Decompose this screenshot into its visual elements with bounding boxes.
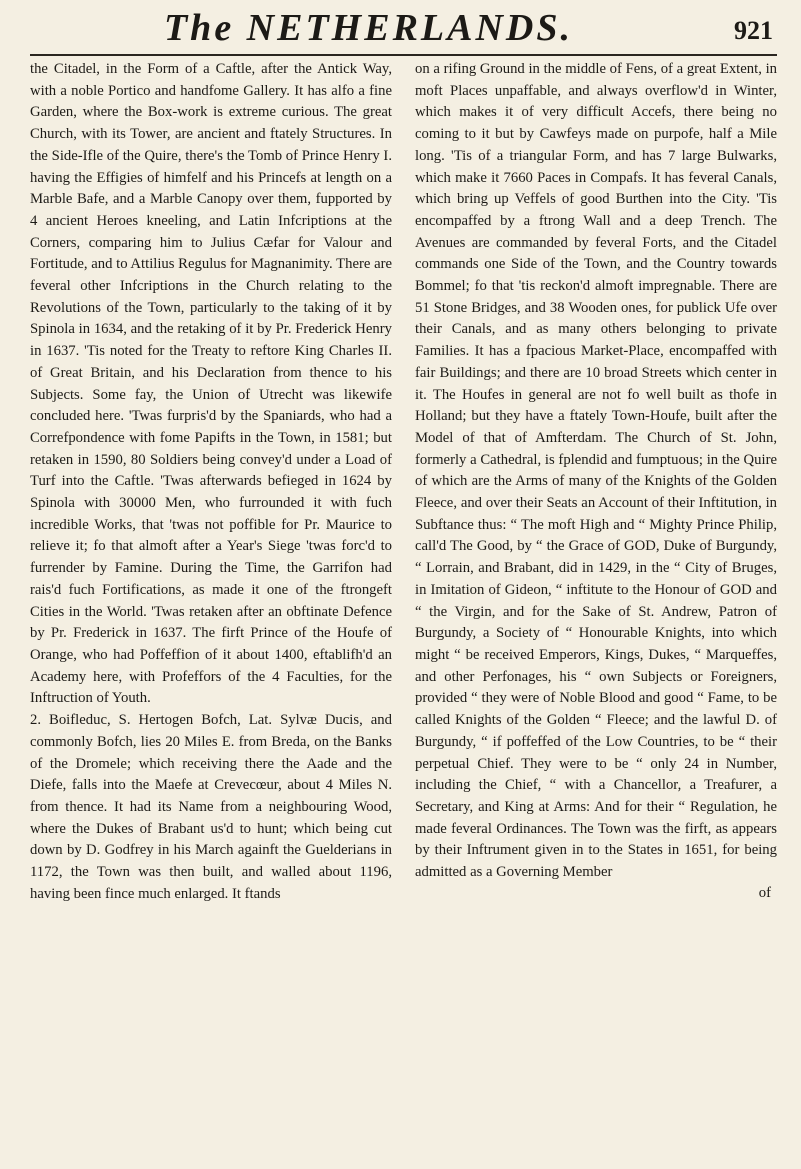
running-title: The NETHERLANDS. [163,7,574,49]
right-column [415,59,777,905]
paragraph: on a rifing Ground in the middle of Fens, of a great Extent, in moft Places unpaffable, and always overflow'd in Winter, which makes it of very difficult Accefs, there being no coming to it but by Cawfeys made on purpofe, half a Mile long. 'Tis of a triangular Form, and has 7 large Bulwarks, which make it 7660 Paces in Compafs. It has feveral Canals, which bring up Veffels of good Burthen into the City. 'Tis encompaffed by a ftrong Wall and a deep Trench. The Avenues are commanded by feveral Forts, and the Citadel commands one Side of the Town, and the Country towards Bommel; fo that 'tis reckon'd almoft impregnable. There are 51 Stone Bridges, and 38 Wooden ones, for publick Ufe over their Canals, and as many others belonging to private Families. It has a fpacious Market-Place, encompaffed with fair Buildings; and there are 10 broad Streets which center in it. The Houfes in general are not fo well built as thofe in Holland; but they have a ftately Town-Houfe, built after the Model of that of Amfterdam. The Church of St. John, formerly a Cathedral, is fplendid and fumptuous; in the Quire of which are the Arms of many of the Knights of the Golden Fleece, and over their Seats an Account of their Inftitution, in Subftance thus: “ The moft High and “ Mighty Prince Philip, call'd The Good, by “ the Grace of GOD, Duke of Burgundy, “ Lorrain, and Brabant, did in 1429, in the “ City of Bruges, in Imitation of Gideon, “ inftitute to the Honour of GOD and “ the Virgin, and for the Sake of St. Andrew, Patron of Burgundy, a Society of “ Honourable Knights, into which might “ be received Emperors, Kings, Dukes, “ Marqueffes, and other Perfonages, his “ own Subjects or Foreigners, provided “ they were of Noble Blood and good “ Fame, to be called Knights of the Golden “ Fleece; and the lawful D. of Burgundy, “ if poffeffed of the Low Countries, to be “ their perpetual Chief. They were to be “ only 24 in Number, including the Chief, “ with a Chancellor, a Treafurer, a Secretary, and King at Arms: And for their “ Regulation, he made feveral Ordinances. The Town was the firft, as appears by their Inftrument given in to the States in 1651, for being admitted as a Governing Member [415,61,777,881]
catchword: of [758,884,771,901]
left-column [30,59,392,905]
page-number: 921 [734,16,773,45]
paragraph: 2. Boifleduc, S. Hertogen Bofch, Lat. Sylvæ Ducis, and commonly Bofch, lies 20 Miles E. from Breda, on the Banks of the Dromele; which receiving there the Aade and the Diefe, falls into the Maefe at Crevecœur, about 4 Miles N. from thence. It had its Name from a neighbouring Wood, where the Dukes of Brabant us'd to hunt; which being cut down by D. Godfrey in his March againft the Guelderians in 1172, the Town was then built, and walled about 1196, having been fince much enlarged. It ftands [30,712,392,902]
page-header [30,6,777,56]
text-columns [30,59,777,905]
paragraph: the Citadel, in the Form of a Caftle, after the Antick Way, with a noble Portico and handfome Gallery. It has alfo a fine Garden, where the Box-work is extreme curious. The great Church, with its Tower, are ancient and ftately Structures. In the Side-Ifle of the Quire, there's the Tomb of Prince Henry I. having the Effigies of himfelf and his Princefs at length on a Marble Bafe, and a Marble Canopy over them, fupported by 4 ancient Heroes kneeling, and Latin Infcriptions at the Corners, comparing him to Julius Cæfar for Valour and Fortitude, and to Attilius Regulus for Magnanimity. There are feveral other Infcriptions in the Church relating to the Revolutions of the Town, particularly to the taking of it by Spinola in 1634, and the retaking of it by Pr. Frederick Henry in 1637. 'Tis noted for the Treaty to reftore King Charles II. of Great Britain, and his Declaration from thence to his Subjects. Some fay, the Union of Utrecht was likewife concluded here. 'Twas furpris'd by the Spaniards, who had a Correfpondence with fome Papifts in the Town, in 1581; but retaken in 1590, 80 Soldiers being convey'd under a Load of Turf into the Caftle. 'Twas afterwards befieged in 1624 by Spinola with 30000 Men, who furrounded it with fuch incredible Works, that 'twas not poffible for Pr. Maurice to relieve it; fo that almoft after a Year's Siege 'twas forc'd to furrender by Famine. During the Time, the Garrifon had rais'd fuch Fortifications, as made it one of the ftrongeft Cities in the World. 'Twas retaken after an obftinate Defence by Pr. Frederick in 1637. The firft Prince of the Houfe of Orange, who had Poffeffion of it about 1400, eftablifh'd an Academy here, with Profeffors of the 4 Faculties, for the Inftruction of Youth. [30,61,392,707]
header-rule [30,54,777,56]
